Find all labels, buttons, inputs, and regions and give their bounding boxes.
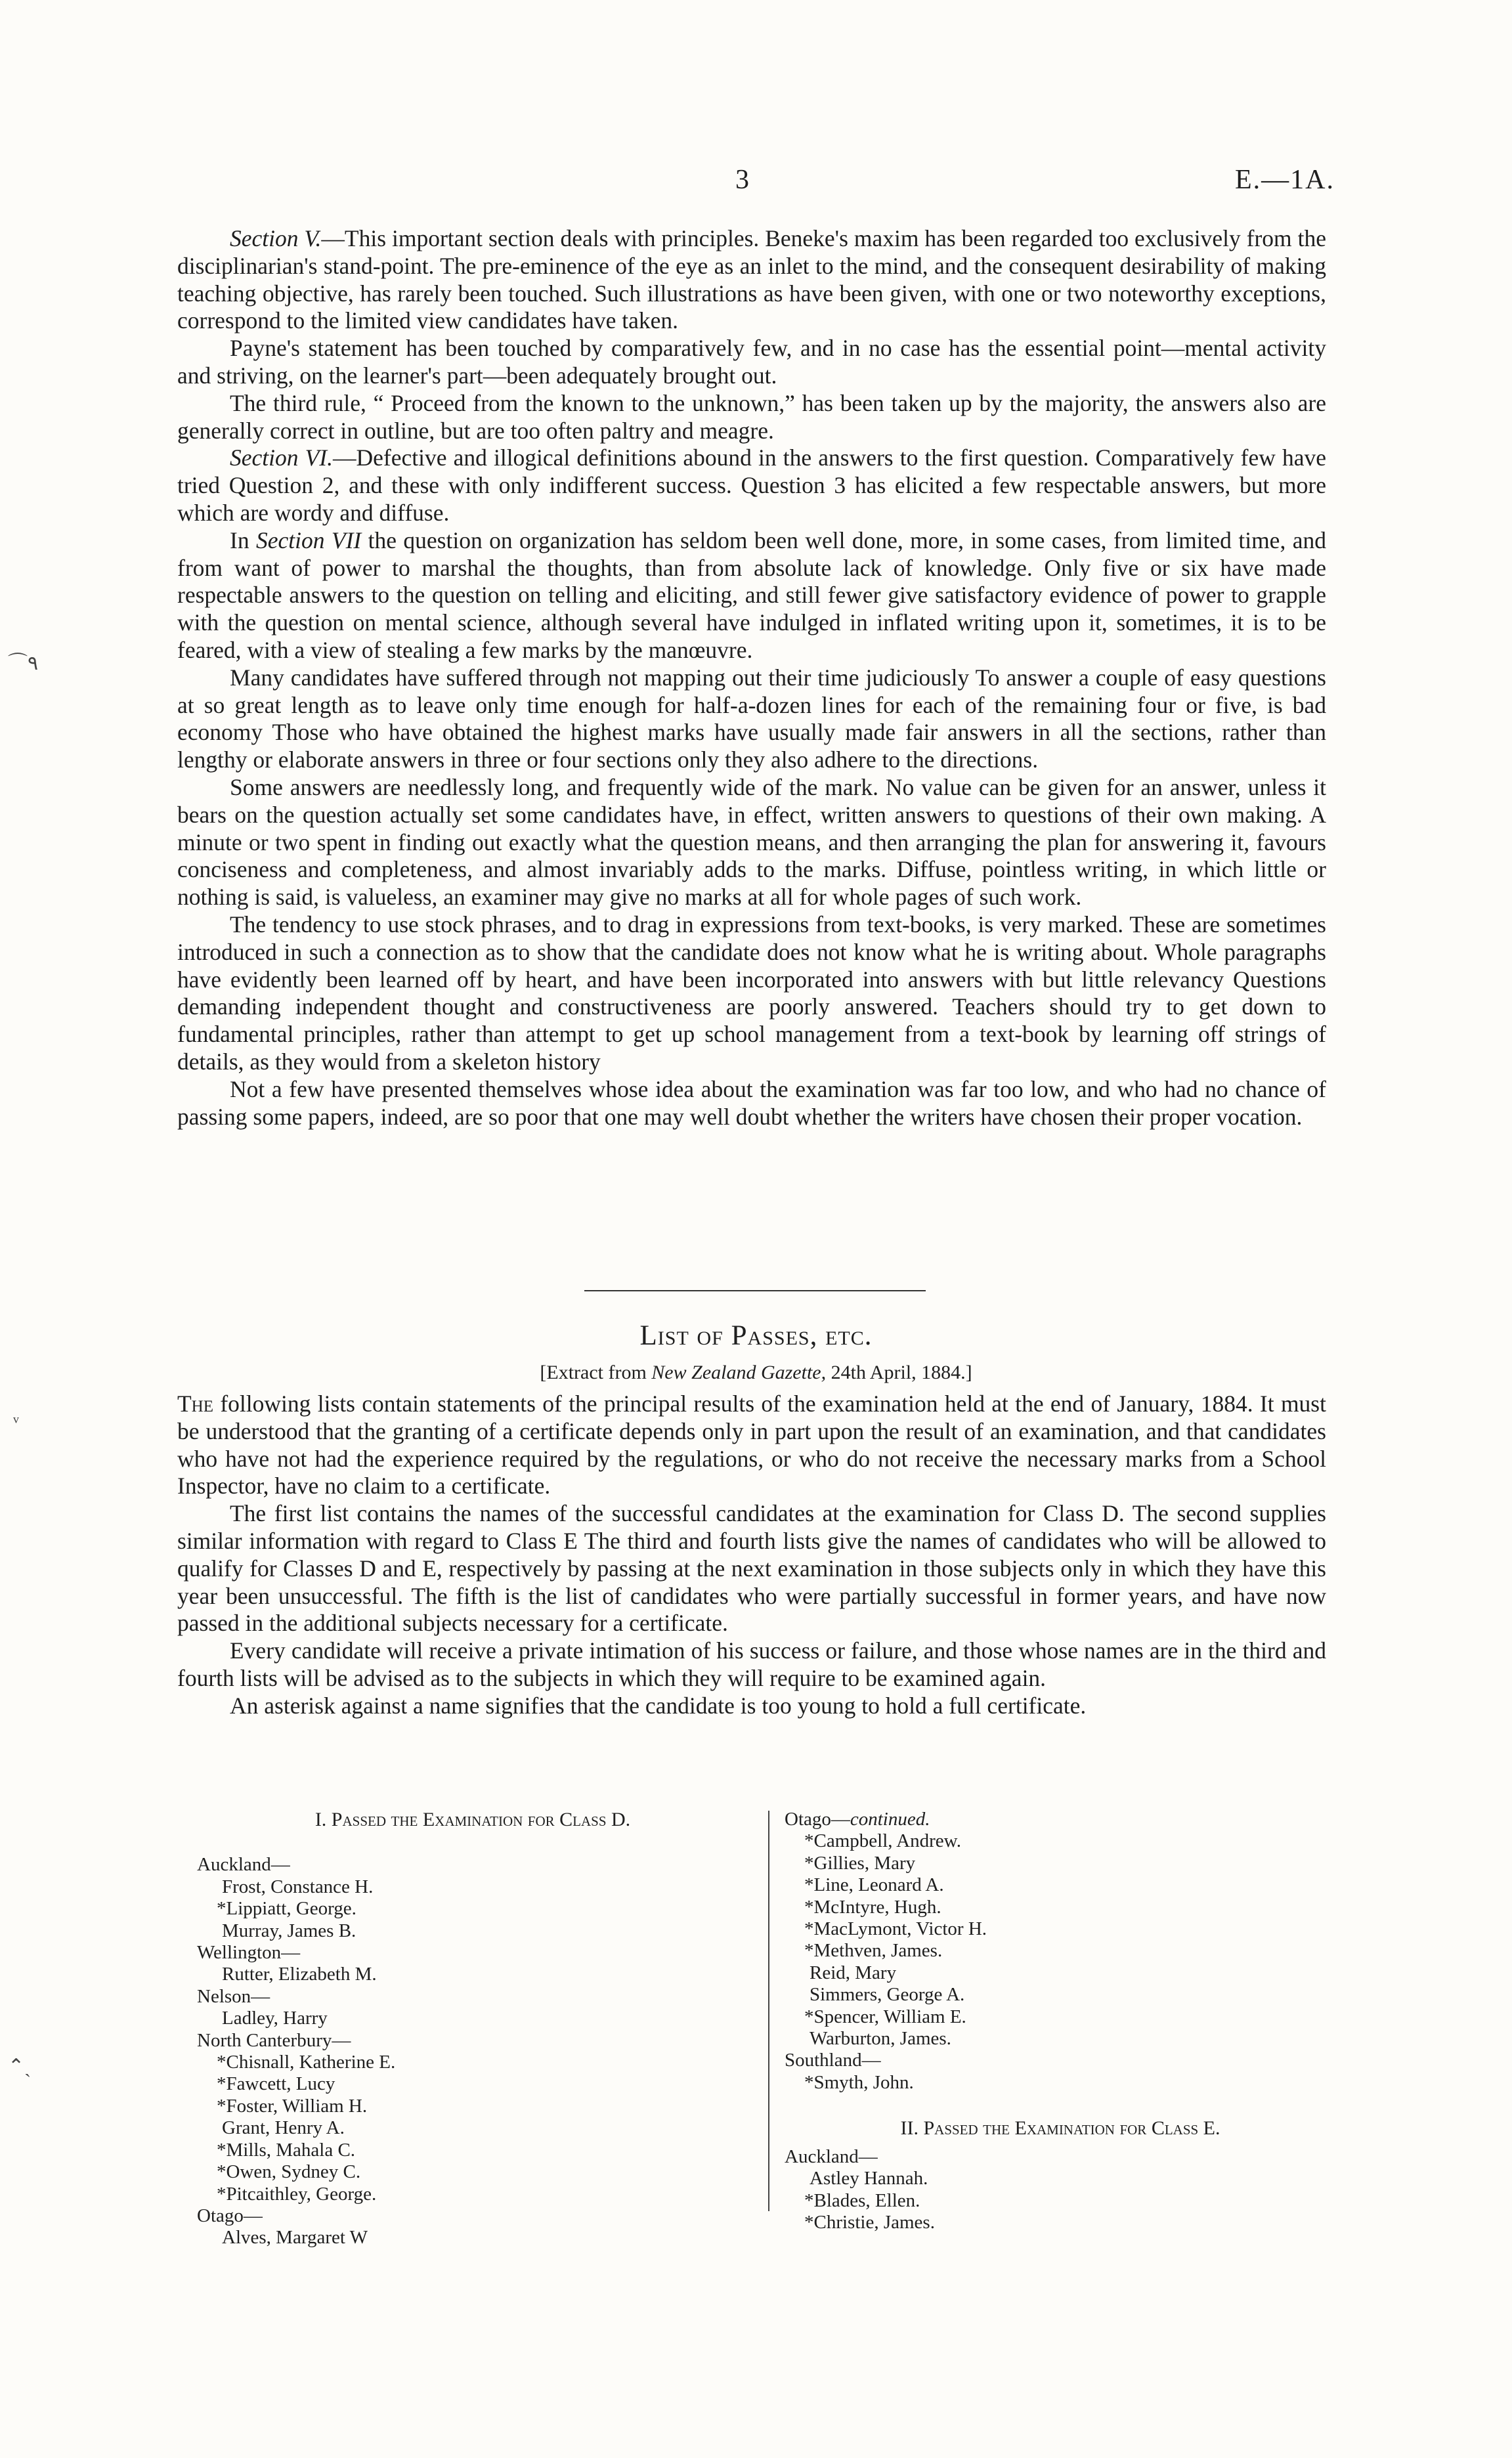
margin-mark-icon: ᵛ	[13, 1412, 19, 1433]
candidate-name: *Mills, Mahala C.	[217, 2139, 356, 2161]
gazette-extract-note	[0, 1362, 1512, 1384]
candidate-name: *Foster, William H.	[217, 2095, 368, 2117]
candidate-name: *Chisnall, Katherine E.	[217, 2052, 396, 2073]
candidate-name: Ladley, Harry	[222, 2008, 328, 2029]
page-number: 3	[735, 165, 749, 195]
candidate-name: *Smyth, John.	[804, 2071, 914, 2093]
intro-paragraph: The first list contains the names of the successful candidates at the examination for Class D. The second supplies similar information with regard to Class E The third and fourth lists give the names of candidates who will be allowed to qualify for Classes D and E, respectively by passing at the next examination in those subjects only in which they have this year been unsuccessful. The fifth is the list of candidates who were partially successful in former years, and have now passed in the additional subjects necessary for a certificate.	[177, 1500, 1326, 1637]
candidate-name: *Gillies, Mary	[804, 1852, 916, 1874]
paragraph-text: —Defective and illogical definitions abound in the answers to the first question. Comparatively few have tried Question 2, and these with only indifferent success. Question 3 has elicited a few respectable answers, but more which are wordy and diffuse.	[177, 444, 1326, 526]
paragraph-section-v	[177, 225, 1326, 335]
extract-date: 24th April, 1884.]	[826, 1362, 972, 1383]
continued-label: continued.	[850, 1809, 930, 1830]
candidate-name: *Blades, Ellen.	[804, 2189, 920, 2211]
candidate-name: *Line, Leonard A.	[804, 1874, 944, 1896]
candidate-name: *Methven, James.	[804, 1940, 943, 1962]
candidate-name: Warburton, James.	[810, 2028, 951, 2050]
candidate-name: Rutter, Elizabeth M.	[222, 1964, 377, 1985]
class-d-heading: I. Passed the Examination for Class D.	[314, 1809, 631, 1830]
spacer	[785, 2094, 1336, 2117]
column-divider	[768, 1811, 769, 2211]
paragraph-text: the question on organization has seldom been well done, more, in some cases, from limited time, and from want of power to marshal the thoughts, than from absolute lack of knowledge. Only five or six have made respectable answers to the question on telling and eliciting, and still fewer give satisfactory evidence of power to grapple with the question on mental science, although several have indulged in inflated writing upon it, sometimes, it is to be feared, with a view of stealing a few marks by the manœuvre.	[177, 527, 1326, 663]
document-reference: E.—1A.	[1235, 165, 1335, 195]
candidate-name: Grant, Henry A.	[222, 2117, 345, 2139]
section-label: Section VII	[255, 527, 362, 553]
spacer	[197, 1830, 748, 1854]
paragraph-text: following lists contain statements of the principal results of the examination held at the end of January, 1884. It must be understood that the granting of a certificate depends only in part upon the result of an examination, and that candidates who have not had the experience required by the regulations, or who do not receive the necessary marks from a School Inspector, have no claim to a certificate.	[177, 1391, 1326, 1499]
intro-paragraph: An asterisk against a name signifies that the candidate is too young to hold a full certificate.	[230, 1692, 1087, 1719]
paragraph-section-vii	[177, 527, 1326, 664]
intro-paragraph	[177, 1391, 1326, 1500]
class-d-list-right	[785, 1809, 1336, 2233]
candidate-name: Alves, Margaret W	[222, 2227, 368, 2249]
paragraph-third-rule: The third rule, “ Proceed from the known to the unknown,” has been taken up by the majority, the answers also are generally correct in outline, but are too often paltry and meagre.	[177, 389, 1326, 444]
intro-paragraph: Every candidate will receive a private intimation of his success or failure, and those whose names are in the third and fourth lists will be advised as to the subjects in which they will require to be examined again.	[177, 1637, 1326, 1691]
region-heading: Southland—	[785, 2050, 881, 2071]
list-introduction	[177, 1391, 1326, 1720]
candidate-name: *Fawcett, Lucy	[217, 2073, 335, 2095]
region-name: Otago—	[785, 1809, 850, 1830]
candidate-name: Astley Hannah.	[810, 2168, 928, 2189]
intro-lead-word: The	[177, 1391, 214, 1417]
spacer	[785, 2140, 1336, 2146]
report-body	[177, 225, 1326, 1131]
extract-source: New Zealand Gazette,	[651, 1362, 827, 1383]
paragraph-section-vi	[177, 444, 1326, 527]
candidate-name: *Spencer, William E.	[804, 2006, 966, 2027]
candidate-name: Murray, James B.	[222, 1920, 356, 1941]
paragraph-text: In	[230, 527, 256, 553]
candidate-name: *Campbell, Andrew.	[804, 1830, 961, 1852]
paragraph-text: —This important section deals with principles. Beneke's maxim has been regarded too exclusively from the disciplinarian's stand-point. The pre-eminence of the eye as an inlet to the mind, and the consequent desirability of making teaching objective, has rarely been touched. Such illustrations as have been given, with one or two noteworthy exceptions, correspond to the limited view candidates have taken.	[177, 225, 1326, 334]
candidate-name: *McIntyre, Hugh.	[804, 1896, 941, 1918]
region-heading: Auckland—	[785, 2145, 878, 2167]
region-heading: Nelson—	[197, 1985, 270, 2007]
candidate-name: *MacLymont, Victor H.	[804, 1918, 987, 1940]
candidate-name: *Christie, James.	[804, 2211, 935, 2233]
paragraph-time-management: Many candidates have suffered through not mapping out their time judiciously To answer a couple of easy questions at so great length as to leave only time enough for half-a-dozen lines for each of the remaining four or five, is bad economy Those who have obtained the highest marks have usually made fair answers in all the sections, rather than lengthy or elaborate answers in three or four sections only they also adhere to the directions.	[177, 664, 1326, 773]
class-e-heading: II. Passed the Examination for Class E.	[900, 2117, 1220, 2140]
extract-prefix: [Extract from	[540, 1362, 652, 1383]
list-of-passes-title: List of Passes, etc.	[639, 1320, 873, 1351]
candidate-name: Frost, Constance H.	[222, 1876, 374, 1897]
section-label: Section VI.	[230, 444, 333, 471]
section-divider	[584, 1290, 926, 1291]
candidate-name: Simmers, George A.	[810, 1984, 965, 2006]
margin-mark-icon: ⌒٩	[8, 653, 39, 674]
region-heading: Otago—	[197, 2205, 263, 2226]
class-d-list-left	[197, 1809, 748, 2249]
candidate-name: Reid, Mary	[810, 1962, 897, 1983]
region-heading	[785, 1809, 1336, 1830]
paragraph-stock-phrases: The tendency to use stock phrases, and to drag in expressions from text-books, is very marked. These are sometimes introduced in such a connection as to show that the candidate does not know what he is writing about. Whole paragraphs have evidently been learned off by heart, and have been incorporated into answers with but little relevancy Questions demanding independent thought and constructiveness are poorly answered. Teachers should try to get down to fundamental principles, rather than attempt to get up school management from a text-book by learning off strings of details, as they would from a skeleton history	[177, 911, 1326, 1075]
paragraph-long-answers: Some answers are needlessly long, and frequently wide of the mark. No value can be given for an answer, unless it bears on the question actually set some candidates have, in effect, written answers to questions of their own making. A minute or two spent in finding out exactly what the question means, and then arranging the plan for answering it, favours conciseness and completeness, and almost invariably adds to the marks. Diffuse, pointless writing, in which little or nothing is said, is valueless, an examiner may give no marks at all for whole pages of such work.	[177, 773, 1326, 911]
margin-mark-icon: ⌃ˎ	[8, 2056, 32, 2077]
section-label: Section V.	[230, 225, 322, 251]
candidate-name: *Lippiatt, George.	[217, 1898, 356, 1920]
region-heading: Auckland—	[197, 1854, 290, 1876]
region-heading: North Canterbury—	[197, 2029, 351, 2051]
candidate-name: *Pitcaithley, George.	[217, 2183, 377, 2205]
candidate-name: *Owen, Sydney C.	[217, 2161, 361, 2183]
region-heading: Wellington—	[197, 1942, 301, 1964]
paragraph-vocation: Not a few have presented themselves whose idea about the examination was far too low, and who had no chance of passing some papers, indeed, are so poor that one may well doubt whether the writers have chosen their proper vocation.	[177, 1075, 1326, 1130]
paragraph-payne: Payne's statement has been touched by comparatively few, and in no case has the essential point—mental activity and striving, on the learner's part—been adequately brought out.	[177, 335, 1326, 389]
